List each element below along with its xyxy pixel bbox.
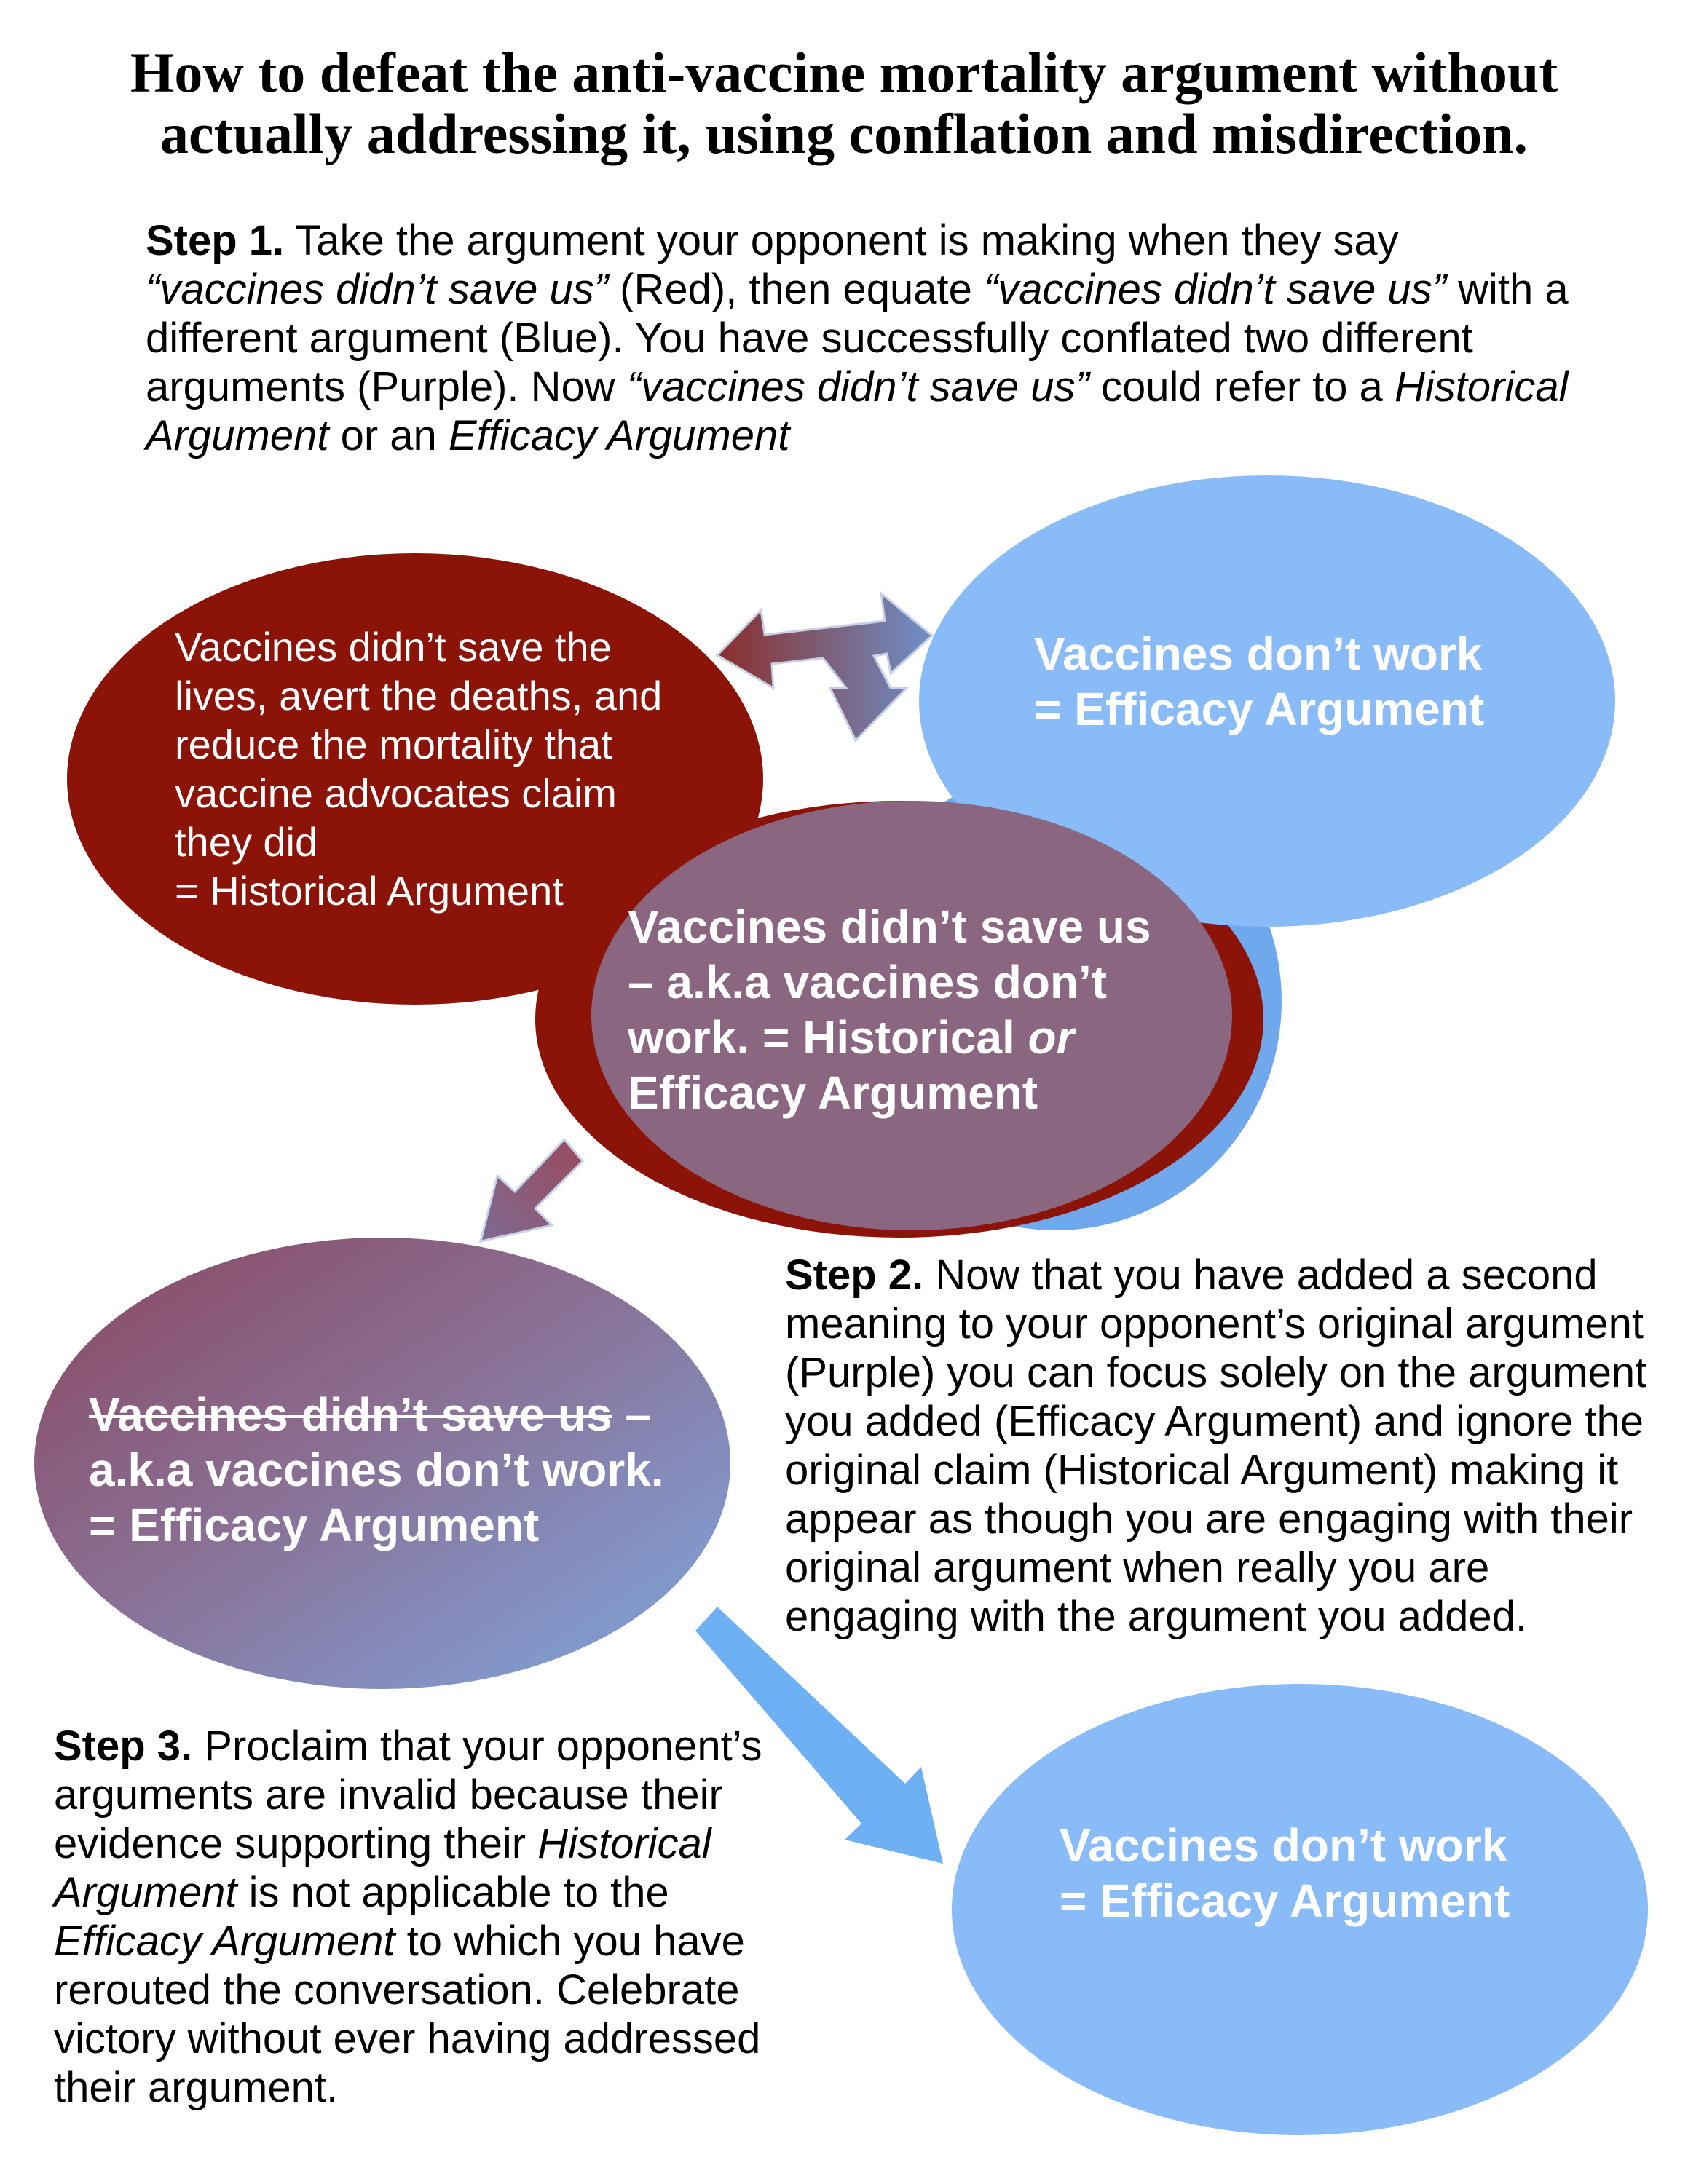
red-line-2: lives, avert the deaths, and bbox=[175, 673, 663, 719]
title-line-2: actually addressing it, using conflation and misdirection. bbox=[159, 102, 1529, 165]
step-arrow-down-left bbox=[481, 1139, 583, 1241]
purple-line-3-a: work. = Historical bbox=[628, 1011, 1028, 1064]
gradient-line-3: = Efficacy Argument bbox=[89, 1499, 540, 1551]
red-line-6: = Historical Argument bbox=[175, 868, 564, 914]
red-line-3: reduce the mortality that bbox=[175, 721, 612, 767]
step-1-text-c: with a different argument (Blue). You have successfully conflated two different arguments (Purple). Now bbox=[146, 266, 1569, 411]
step-1-text-e: or an bbox=[328, 412, 449, 459]
gradient-ellipse-text bbox=[89, 1387, 773, 1553]
step-1-text-b: (Red), then equate bbox=[608, 266, 984, 313]
step-3-paragraph bbox=[54, 1722, 804, 2112]
step-2-text: Now that you have added a second meaning to your opponent’s original argument (Purple) you can focus solely on the argument you added (Efficacy Argument) and ignore the original claim (Historical Argument) making it appear as though you are engaging with their original argument when really you are engaging with the argument you added. bbox=[785, 1251, 1647, 1640]
blue-top-ellipse-text bbox=[1034, 626, 1602, 737]
gradient-dash: – bbox=[612, 1388, 651, 1441]
step-1-quote-1: “vaccines didn’t save us” bbox=[146, 266, 609, 313]
red-line-1: Vaccines didn’t save the bbox=[175, 624, 612, 670]
step-1-text-d: could refer to a bbox=[1089, 363, 1395, 411]
red-line-5: they did bbox=[175, 819, 318, 865]
purple-line-4: Efficacy Argument bbox=[628, 1067, 1038, 1119]
step-1-label: Step 1. bbox=[146, 217, 285, 264]
struck-text: Vaccines didn’t save us bbox=[89, 1388, 612, 1441]
blue-top-line-2: = Efficacy Argument bbox=[1034, 683, 1485, 735]
gradient-line-2: a.k.a vaccines don’t work. bbox=[89, 1444, 664, 1496]
step-3-efficacy: Efficacy Argument bbox=[54, 1918, 395, 1965]
blue-bottom-line-2: = Efficacy Argument bbox=[1060, 1875, 1510, 1927]
step-3-label: Step 3. bbox=[54, 1722, 193, 1770]
step-3-historical: Historical Argument bbox=[54, 1820, 711, 1916]
step-3-text-a: Proclaim that your opponent’s arguments are invalid because their evidence supporting their bbox=[54, 1722, 762, 1867]
step-1-text-a: Take the argument your opponent is making when they say bbox=[284, 217, 1399, 264]
blue-bottom-line-1: Vaccines don’t work bbox=[1060, 1819, 1508, 1872]
blue-top-line-1: Vaccines don’t work bbox=[1034, 628, 1483, 680]
purple-line-1: Vaccines didn’t save us bbox=[628, 901, 1151, 953]
step-1-historical: Historical Argument bbox=[146, 363, 1569, 459]
red-ellipse-text bbox=[175, 622, 743, 915]
title-line-1: How to defeat the anti-vaccine mortality argument without bbox=[130, 41, 1558, 104]
red-line-4: vaccine advocates claim bbox=[175, 770, 617, 816]
step-3-text-b: is not applicable to the bbox=[237, 1869, 669, 1916]
step-2-label: Step 2. bbox=[785, 1251, 924, 1299]
step-1-quote-3: “vaccines didn’t save us” bbox=[626, 363, 1089, 411]
purple-line-3-or: or bbox=[1028, 1011, 1075, 1064]
gradient-line-1 bbox=[89, 1387, 773, 1442]
step-1-efficacy: Efficacy Argument bbox=[448, 412, 790, 459]
step-2-paragraph bbox=[785, 1251, 1670, 1641]
blue-bottom-ellipse-text bbox=[1060, 1818, 1628, 1928]
purple-line-2: – a.k.a vaccines don’t bbox=[628, 956, 1108, 1008]
purple-ellipse-text bbox=[628, 899, 1239, 1120]
step-1-quote-2: “vaccines didn’t save us” bbox=[983, 266, 1447, 313]
purple-line-3 bbox=[628, 1010, 1239, 1065]
step-3-text-c: to which you have rerouted the conversation. Celebrate victory without ever having addressed their argument. bbox=[54, 1918, 761, 2111]
